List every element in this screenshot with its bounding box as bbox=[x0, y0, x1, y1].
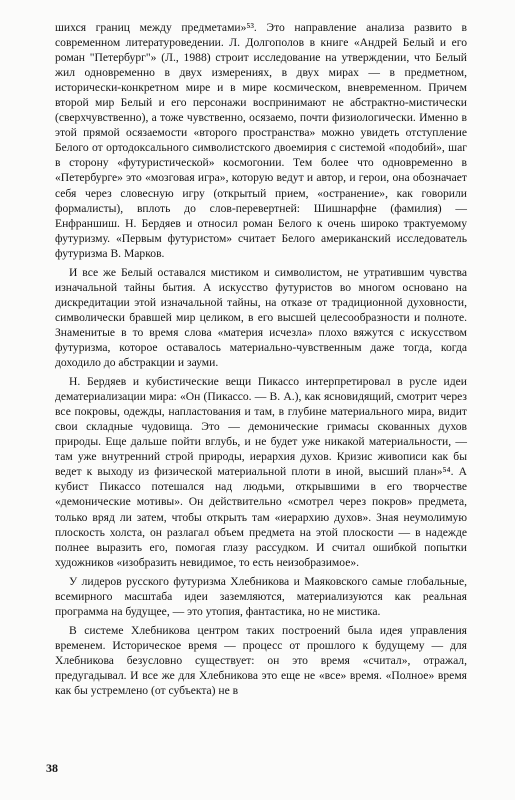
page-number: 38 bbox=[46, 761, 58, 775]
paragraph-2: И все же Белый оставался мистиком и символистом, не утратившим чувства изначальной тайны бытия. А искусство футуристов во многом основано на дискредитации этой изначальной тайны, на отказе от традиционной духовности, символически бравшей мир целиком, в его высшей целесообразности и полноте. Знаменитые в то время слова «материя исчезла» плохо вяжутся с искусством футуризма, которое оставалось материально-чувственным даже тогда, когда доходило до абстракции и зауми. bbox=[55, 265, 467, 370]
paragraph-1: шихся границ между предметами»⁵³. Это направление анализа развито в современном литературоведении. Л. Долгополов в книге «Андрей Белый и его роман "Петербург"» (Л., 1988) строит исследование на утверждении, что Белый жил одновременно в двух измерениях, в двух мирах — в предметном, исторически-конкретном мире и в мире космическом, вневременном. Причем второй мир Белый и его персонажи воспринимают не абстрактно-мистически (сверхчувственно), а тоже чувственно, осязаемо, почти физиологически. Именно в этой прямой осязаемости «второго пространства» можно увидеть отступление Белого от ортодоксального символистского двоемирия с системой «подобий», шаг в сторону «футуристической» космогонии. Тем более что одновременно в «Петербурге» это «мозговая игра», которую ведут и автор, и герои, она обозначает себя через словесную игру (открытый прием, «остранение», как говорили формалисты), вплоть до слов-перевертней: Шишнарфне (фамилия) — Енфраншиш. Н. Бердяев и относил роман Белого к очень широко трактуемому футуризму. «Первым футуристом» считает Белого американский исследователь футуризма В. Марков. bbox=[55, 21, 467, 260]
paragraph-4: У лидеров русского футуризма Хлебникова и Маяковского самые глобальные, всемирного масштаба идеи заземляются, материализуются как реальная программа на будущее, — это утопия, фантастика, но не мистика. bbox=[55, 574, 467, 618]
paragraph-3: Н. Бердяев и кубистические вещи Пикассо интерпретировал в русле идеи дематериализации мира: «Он (Пикассо. — В. А.), как ясновидящий, смотрит через все покровы, одежды, напластования и там, в глубине материального мира, видит свои складные чудовища. Это — демонические гримасы скованных духов природы. Еще дальше пойти вглубь, и не будет уже никакой материальности, — там уже внутренний строй природы, иерархия духов. Кризис живописи как бы ведет к выходу из физической материальной плоти в иной, высший план»⁵⁴. А кубист Пикассо потешался над людьми, открывшими в его творчестве «демонические мотивы». Он действительно «смотрел через покров» предмета, только вряд ли затем, чтобы открыть там «иерархию духов». Зная неумолимую плоскость холста, он разлагал объем предмета на этой плоскости — в надежде полнее выразить его, помогая глазу рассудком. И считал ошибкой попытки художников «изобразить невидимое, то есть неизобразимое». bbox=[55, 375, 467, 569]
body-text bbox=[55, 20, 467, 698]
paragraph-5: В системе Хлебникова центром таких построений была идея управления временем. Историческое время — процесс от прошлого к будущему — для Хлебникова безусловно существует: он это время «считал», отражал, предугадывал. И все же для Хлебникова это еще не «все» время. «Полное» время как бы устремлено (от субъекта) не в bbox=[55, 623, 467, 698]
